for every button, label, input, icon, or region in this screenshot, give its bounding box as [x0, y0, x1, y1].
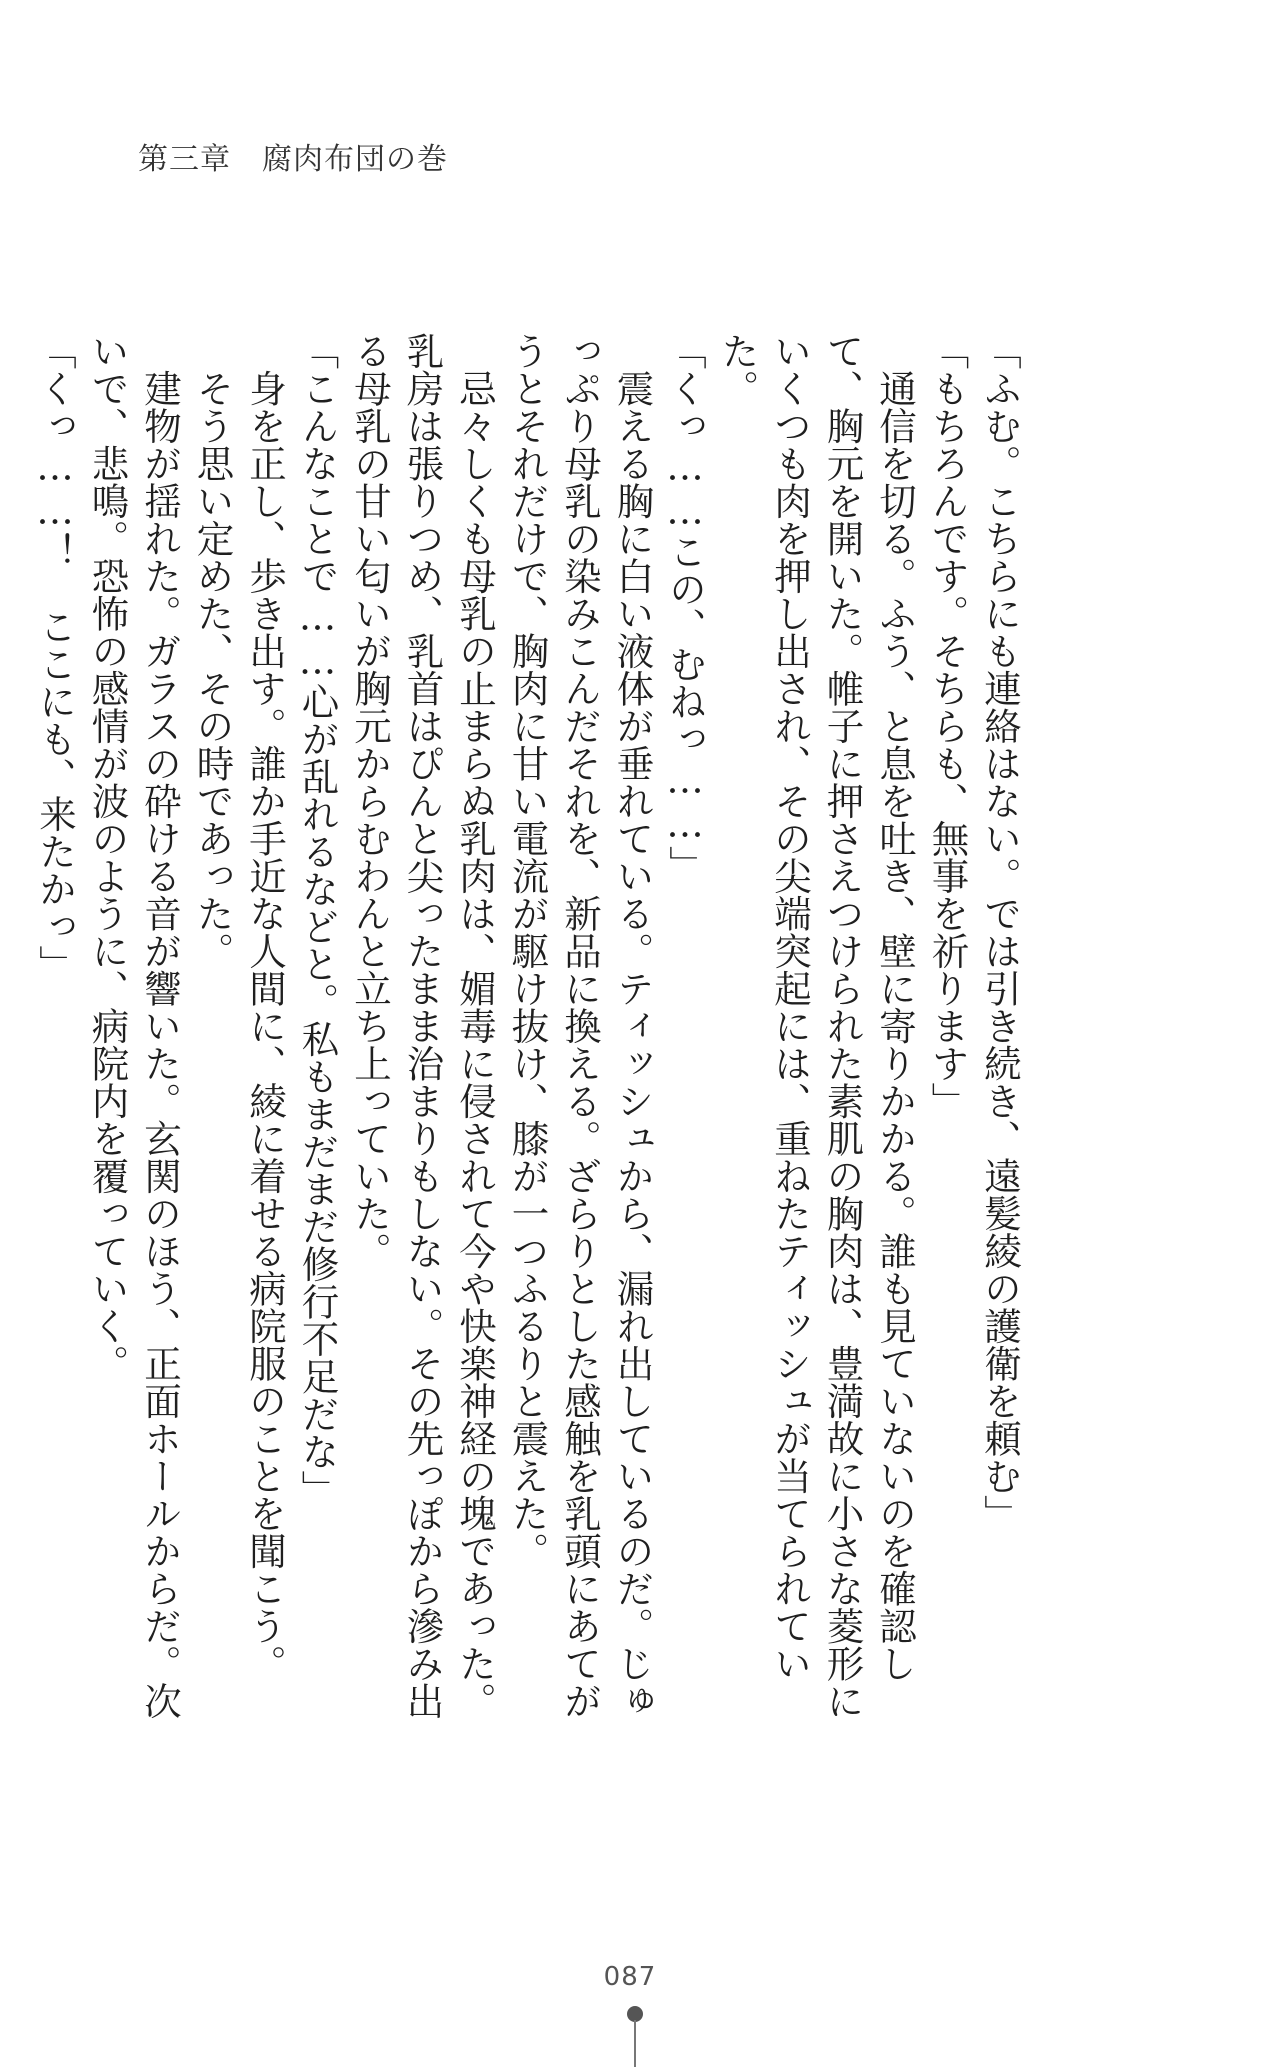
paragraph: そう思い定めた、その時であった。: [190, 332, 235, 970]
paragraph: 「くっ……！ ここにも、来たかっ」: [33, 332, 77, 983]
paragraph: 震える胸に白い液体が垂れている。ティッシュから、漏れ出しているのだ。じゅっぷり母乳の染みこんだそれを、新品に換える。ざらりとした感触を乳頭にあてがうとそれだけで、胸肉に甘い電流が駆け抜け、膝が一つふるりと震えた。: [505, 332, 655, 1720]
paragraph: 忌々しくも母乳の止まらぬ乳肉は、媚毒に侵されて今や快楽神経の塊であった。乳房は張りつめ、乳首はぴんと尖ったまま治まりもしない。その先っぽから滲み出る母乳の甘い匂いが胸元からむわんと立ち上っていた。: [348, 332, 497, 1720]
page-marker-line: [634, 2020, 636, 2067]
chapter-header: 第三章 腐肉布団の巻: [138, 142, 448, 177]
paragraph: 身を正し、歩き出す。誰か手近な人間に、綾に着せる病院服のことを聞こう。: [243, 332, 287, 1682]
paragraph: 「もちろんです。そちらも、無事を祈ります」: [925, 332, 970, 1120]
paragraph: 通信を切る。ふう、と息を吐き、壁に寄りかかる。誰も見ていないのを確認して、胸元を開いた。帷子に押さえつけられた素肌の胸肉は、豊満故に小さな菱形にいくつも肉を押し出され、その尖端突起には、重ねたティッシュが当てられていた。: [715, 332, 917, 1720]
paragraph: 「ふむ。こちらにも連絡はない。では引き続き、遠髪綾の護衛を頼む」: [978, 332, 1022, 1532]
page-number: 087: [603, 1962, 657, 1992]
paragraph: 建物が揺れた。ガラスの砕ける音が響いた。玄関のほう、正面ホールからだ。次いで、悲鳴。恐怖の感情が波のように、病院内を覆っていく。: [85, 332, 182, 1720]
paragraph: 「こんなことで……心が乱れるなどと。私もまだまだ修行不足だな」: [295, 332, 340, 1508]
paragraph: 「くっ……この、むねっ……」: [663, 332, 707, 883]
body-text: [29, 332, 1027, 1732]
